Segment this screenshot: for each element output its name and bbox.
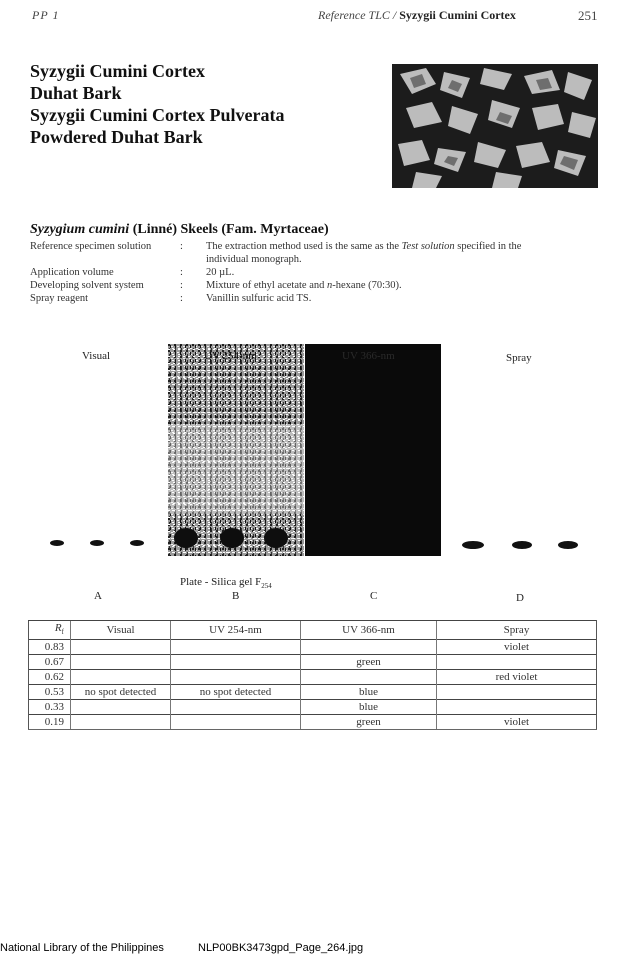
tlc-parameters (30, 240, 566, 305)
plate-letter-a: A (94, 590, 102, 602)
species-line (30, 222, 329, 238)
table-row: 0.83 violet (29, 640, 597, 655)
species-authority: (Linné) Skeels (Fam. Myrtaceae) (132, 222, 329, 237)
plate-c-uv366 (305, 344, 441, 556)
plate-a-spot (50, 540, 64, 546)
table-row: 0.53 no spot detected no spot detected blue (29, 685, 597, 700)
footer-filename: NLP00BK3473gpd_Page_264.jpg (198, 942, 364, 954)
plate-c-label: UV 366-nm (342, 350, 395, 362)
plate-d-label: Spray (506, 352, 532, 364)
page-number: 251 (578, 8, 598, 23)
param-value: 20 µL. (206, 267, 235, 278)
header-uv366: UV 366-nm (301, 621, 437, 640)
title-line-3: Syzygii Cumini Cortex Pulverata (30, 105, 285, 125)
param-value: Vanillin sulfuric acid TS. (206, 293, 312, 304)
plate-b-uv254 (168, 344, 304, 556)
footer-library: National Library of the Philippines (0, 942, 164, 954)
running-header (318, 8, 516, 23)
title-line-1: Syzygii Cumini Cortex (30, 61, 205, 81)
plate-d-spot (512, 541, 532, 549)
rf-table (28, 620, 597, 730)
monograph-titles (30, 60, 284, 148)
table-row: 0.62 red violet (29, 670, 597, 685)
plate-letter-b: B (232, 590, 240, 602)
param-label: Application volume (30, 267, 114, 278)
header-rf: $R_f$ (29, 621, 71, 640)
plate-a-spot (130, 540, 144, 546)
title-line-2: Duhat Bark (30, 83, 122, 103)
plate-letter-c: C (370, 590, 378, 602)
title-line-4: Powdered Duhat Bark (30, 127, 203, 147)
running-header-section: Reference TLC / (318, 8, 397, 22)
param-label: Reference specimen solution (30, 241, 152, 252)
plate-d-spot (462, 541, 484, 549)
bark-photo (392, 64, 598, 188)
table-row: 0.33 blue (29, 700, 597, 715)
header-left: PP 1 (32, 8, 60, 22)
running-header-title: Syzygii Cumini Cortex (399, 8, 516, 22)
header-visual: Visual (71, 621, 171, 640)
param-row: Reference specimen solution : The extraction method used is the same as the Test solution specified in the individual monograph. (30, 240, 566, 266)
param-row: Developing solvent system : Mixture of ethyl acetate and n-hexane (70:30). (30, 279, 566, 292)
param-value: The extraction method used is the same as the Test solution specified in the individual monograph. (206, 241, 522, 265)
param-value: Mixture of ethyl acetate and n-hexane (70:30). (206, 280, 402, 291)
header-uv254: UV 254-nm (171, 621, 301, 640)
plate-b-label: UV 254-nm (204, 350, 257, 362)
header-spray: Spray (437, 621, 597, 640)
param-row: Application volume : 20 µL. (30, 266, 566, 279)
plate-a-label: Visual (82, 350, 111, 362)
plate-d-spot (558, 541, 578, 549)
param-label: Developing solvent system (30, 280, 144, 291)
species-name: Syzygium cumini (30, 222, 130, 237)
table-row: 0.19 green violet (29, 715, 597, 730)
plate-letter-d: D (516, 592, 524, 604)
table-header-row (29, 621, 597, 640)
param-label: Spray reagent (30, 293, 89, 304)
param-row: Spray reagent : Vanillin sulfuric acid TS. (30, 292, 566, 305)
table-row: 0.67 green (29, 655, 597, 670)
plate-a-spot (90, 540, 104, 546)
plate-caption: Plate - Silica gel $F_{254}$ (180, 576, 272, 591)
